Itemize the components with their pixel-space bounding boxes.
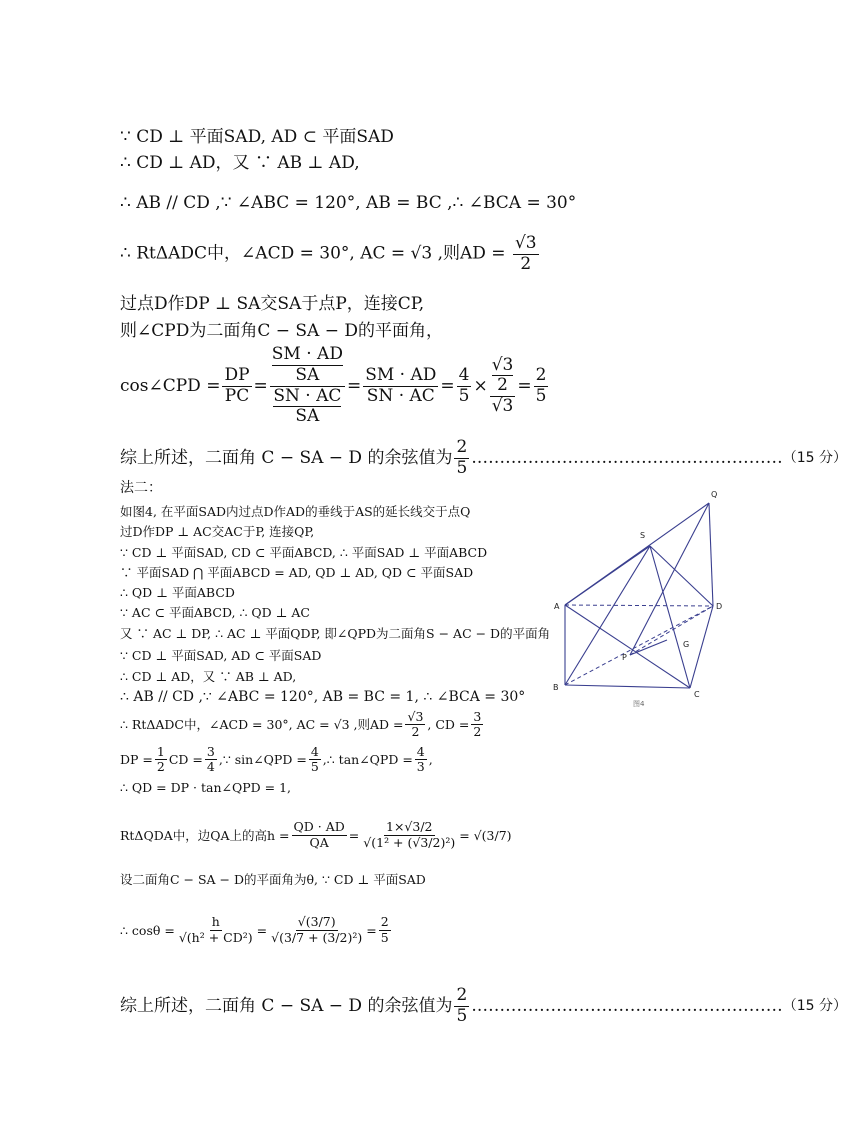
fraction: $\frac{h}{\text{√(h² + CD²)}}$ xyxy=(178,914,253,945)
step-line: ∴ AB // CD ,∵ ∠ABC = 120°, AB = BC = 1, ∴ ∠BCA = 30° xyxy=(120,689,526,705)
fraction: $\frac{DP}{PC}$ xyxy=(224,364,250,406)
score-label: （15 分） xyxy=(782,449,847,466)
compound-fraction: SM · AD SA SN · AC SA xyxy=(271,344,343,427)
edge-BC xyxy=(565,685,690,688)
step-line: 设二面角C − SA − D的平面角为θ, ∵ CD ⊥ 平面SAD xyxy=(120,872,426,887)
step-line: ∴ RtΔADC中，∠ACD = 30°, AC = √3 ,则AD = $\frac{√3}{2}$ , CD = $\frac{3}{2}$ xyxy=(120,709,482,740)
summary-line: 综上所述，二面角 C − SA − D 的余弦值为 $\frac{2}{5}$ .……………………………………………… （15 分） xyxy=(120,985,847,1026)
fraction: $\frac{√3}{2}$ xyxy=(514,233,537,274)
step-line: ∴ QD = DP · tan∠QPD = 1, xyxy=(120,780,291,795)
fraction: $\frac{1}{2}$ xyxy=(156,744,165,775)
fraction: $\frac{√3}{2}$ xyxy=(407,709,424,740)
section-title: 法二： xyxy=(120,480,162,496)
fraction: $\frac{SM \cdot AD}{SN \cdot AC}$ xyxy=(365,364,437,406)
cos-formula: cos∠CPD = $\frac{DP}{PC}$ = SM · AD SA SN · AC SA = $\frac{SM \cdot AD}{SN \cdot AC}$ = $\frac{4}{5}$ × √3 2 √3 = $\frac{2}{5}$ xyxy=(120,344,547,427)
edge-BD-dashed xyxy=(565,606,713,685)
step-line: ∵ CD ⊥ 平面SAD, AD ⊂ 平面SAD xyxy=(120,127,394,147)
step-line: ∴ QD ⊥ 平面ABCD xyxy=(120,585,235,600)
fraction: $\frac{3}{4}$ xyxy=(206,744,215,775)
label-P: P xyxy=(622,653,627,662)
fraction: $\frac{2}{5}$ xyxy=(456,437,468,478)
step-line: 如图4, 在平面SAD内过点D作AD的垂线于AS的延长线交于点Q xyxy=(120,504,471,519)
edge-AD-dashed xyxy=(565,605,713,606)
step-line: ∴ CD ⊥ AD，又 ∵ AB ⊥ AD, xyxy=(120,669,297,684)
fraction: $\frac{2}{5}$ xyxy=(535,364,547,406)
step-line: 过D作DP ⊥ AC交AC于P, 连接QP, xyxy=(120,524,315,539)
step-line: ∵ 平面SAD ⋂ 平面ABCD = AD, QD ⊥ AD, QD ⊂ 平面SAD xyxy=(120,565,474,580)
label-D: D xyxy=(716,602,723,611)
label-G: G xyxy=(683,640,690,649)
cos-theta-formula: ∴ cosθ = $\frac{h}{\text{√(h² + CD²)}}$ = $\frac{√(3/7)}{\text{√(3/7 + (3/2)²)}}$ = $\frac{2}{5}$ xyxy=(120,914,389,945)
step-line xyxy=(120,234,541,274)
edge-AS xyxy=(565,546,650,605)
edge-SC xyxy=(650,546,690,688)
label-C: C xyxy=(694,690,700,699)
fraction: $\frac{2}{5}$ xyxy=(456,985,468,1026)
geometry-figure xyxy=(548,482,788,712)
step-line: 则∠CPD为二面角C − SA − D的平面角， xyxy=(120,321,443,341)
edge-SB xyxy=(565,546,650,685)
step-line: DP = $\frac{1}{2}$ CD = $\frac{3}{4}$ ,∵ sin∠QPD = $\frac{4}{5}$ ,∴ tan∠QPD = $\frac{4}{3}$ , xyxy=(120,744,433,775)
fraction: $\frac{4}{5}$ xyxy=(458,364,470,406)
fraction: $\frac{3}{2}$ xyxy=(473,709,482,740)
step-line: ∴ CD ⊥ AD，又 ∵ AB ⊥ AD, xyxy=(120,153,360,173)
figure-caption: 图4 xyxy=(633,700,645,708)
label-B: B xyxy=(553,683,559,692)
step-line: ∵ CD ⊥ 平面SAD, AD ⊂ 平面SAD xyxy=(120,648,322,663)
edge-AC xyxy=(565,605,690,688)
fraction: $\frac{2}{5}$ xyxy=(380,914,389,945)
edge-DQ xyxy=(709,503,713,606)
compound-fraction: √3 2 √3 xyxy=(491,354,514,416)
label-A: A xyxy=(554,602,560,611)
label-S: S xyxy=(640,531,646,540)
step-line: ∵ CD ⊥ 平面SAD, CD ⊂ 平面ABCD, ∴ 平面SAD ⊥ 平面ABCD xyxy=(120,545,488,560)
fraction: $\frac{4}{5}$ xyxy=(310,744,319,775)
step-line: 又 ∵ AC ⊥ DP, ∴ AC ⊥ 平面QDP, 即∠QPD为二面角S − AC − D的平面角 xyxy=(120,626,551,641)
fraction: $\frac{QD \cdot AD}{QA}$ xyxy=(293,819,345,850)
label-Q: Q xyxy=(711,490,718,499)
fraction: $\frac{1\times√3/2}{\text{√(1² + (√3/2)²)}}$ xyxy=(363,819,456,850)
step-line: ∴ AB // CD ,∵ ∠ABC = 120°, AB = BC ,∴ ∠BCA = 30° xyxy=(120,193,577,213)
step-text: ∴ RtΔADC中，∠ACD = 30°, AC = √3 ,则AD = xyxy=(120,243,506,264)
summary-line: 综上所述，二面角 C − SA − D 的余弦值为 $\frac{2}{5}$ .……………………………………………… （15 分） xyxy=(120,437,847,478)
score-label: （15 分） xyxy=(782,997,847,1014)
height-formula: RtΔQDA中，边QA上的高h = $\frac{QD \cdot AD}{QA}$ = $\frac{1\times√3/2}{\text{√(1² + (√3/2)²)}}$ = √(3/7) xyxy=(120,819,512,850)
fraction: $\frac{√(3/7)}{\text{√(3/7 + (3/2)²)}}$ xyxy=(271,914,363,945)
fraction: $\frac{4}{3}$ xyxy=(416,744,425,775)
step-line: ∵ AC ⊂ 平面ABCD, ∴ QD ⊥ AC xyxy=(120,605,310,620)
step-line: 过点D作DP ⊥ SA交SA于点P，连接CP, xyxy=(120,294,425,314)
edge-CD xyxy=(690,606,713,688)
